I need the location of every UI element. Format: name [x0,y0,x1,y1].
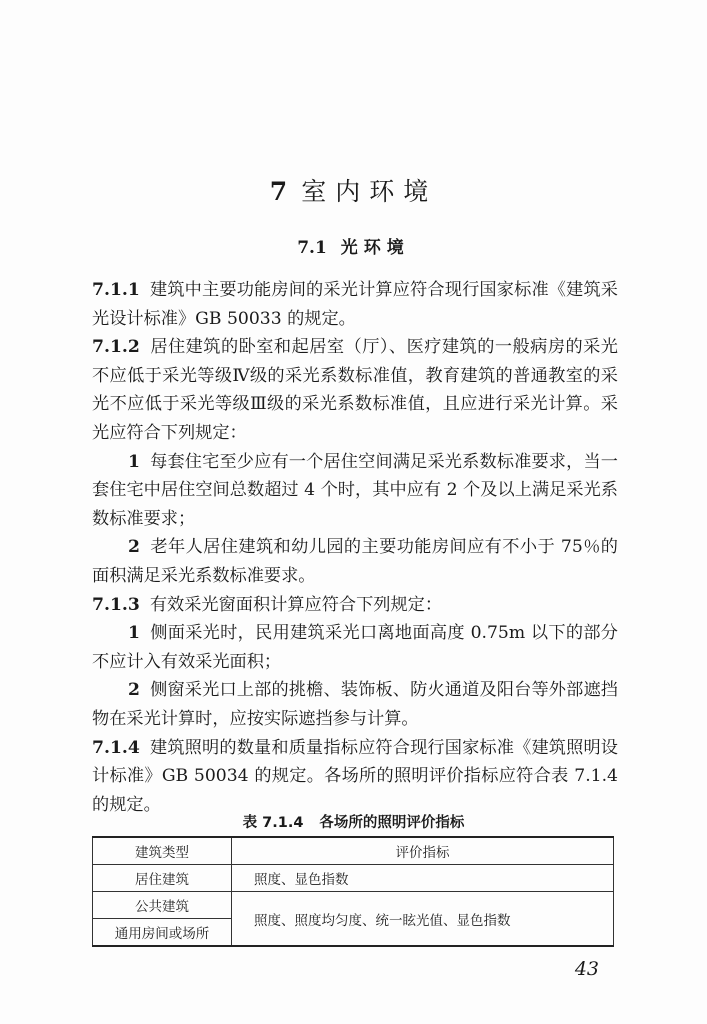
clause-number: 7.1.3 [92,594,140,615]
clause-text: 居住建筑的卧室和起居室（厅）、医疗建筑的一般病房的采光不应低于采光等级Ⅳ级的采光系数标准值，教育建筑的普通教室的采光不应低于采光等级Ⅲ级的采光系数标准值，且应进行采光计算。采光应符合下列规定： [92,337,618,443]
clause-number: 7.1.2 [92,337,140,358]
section-title-text: 光环境 [340,238,410,258]
table-cell-type: 居住建筑 [93,865,232,892]
table-number: 表 7.1.4 [242,815,304,831]
item-number: 2 [128,680,140,701]
clause-text: 有效采光窗面积计算应符合下列规定： [149,594,443,615]
item-text: 侧面采光时，民用建筑采光口离地面高度 0.75m 以下的部分不应计入有效采光面积； [92,623,618,672]
item-text: 侧窗采光口上部的挑檐、装饰板、防火通道及阳台等外部遮挡物在采光计算时，应按实际遮挡参与计算。 [92,680,618,729]
item-text: 每套住宅至少应有一个居住空间满足采光系数标准要求，当一套住宅中居住空间总数超过 4 个时，其中应有 2 个及以上满足采光系数标准要求； [92,451,618,529]
clause-number: 7.1.1 [92,280,140,300]
clause-7-1-3-item-1 [92,619,618,676]
clause-number: 7.1.4 [92,737,140,758]
body-text [92,276,618,819]
table-header-cell: 建筑类型 [93,837,232,865]
item-text: 老年人居住建筑和幼儿园的主要功能房间应有不小于 75％的面积满足采光系数标准要求。 [92,537,618,586]
clause-7-1-2 [92,333,618,447]
table-caption [0,811,707,832]
item-number: 1 [128,623,140,644]
page-number: 43 [574,958,599,980]
table-row [93,865,614,892]
clause-7-1-2-item-1 [92,448,618,534]
clause-7-1-4 [92,734,618,820]
table-cell-type: 通用房间或场所 [93,919,232,947]
clause-7-1-1 [92,276,618,333]
clause-7-1-2-item-2 [92,533,618,590]
item-number: 1 [128,451,140,472]
table-cell-metric: 照度、照度均匀度、统一眩光值、显色指数 [232,892,614,947]
lighting-evaluation-table [92,836,614,947]
section-number: 7.1 [297,238,327,258]
table-header-cell: 评价指标 [232,837,614,865]
table-cell-metric: 照度、显色指数 [232,865,614,892]
table-title: 各场所的照明评价指标 [319,815,465,831]
section-title [0,233,707,258]
chapter-title-text: 室内环境 [301,177,438,206]
clause-7-1-3 [92,591,618,620]
table-header-row [93,837,614,865]
clause-text: 建筑照明的数量和质量指标应符合现行国家标准《建筑照明设计标准》GB 50034 的规定。各场所的照明评价指标应符合表 7.1.4 的规定。 [92,737,618,815]
chapter-number: 7 [269,177,288,206]
item-number: 2 [128,537,140,558]
clause-text: 建筑中主要功能房间的采光计算应符合现行国家标准《建筑采光设计标准》GB 50033 的规定。 [92,280,618,329]
chapter-title [0,172,707,208]
table-row [93,892,614,919]
clause-7-1-3-item-2 [92,676,618,733]
table-cell-type: 公共建筑 [93,892,232,919]
